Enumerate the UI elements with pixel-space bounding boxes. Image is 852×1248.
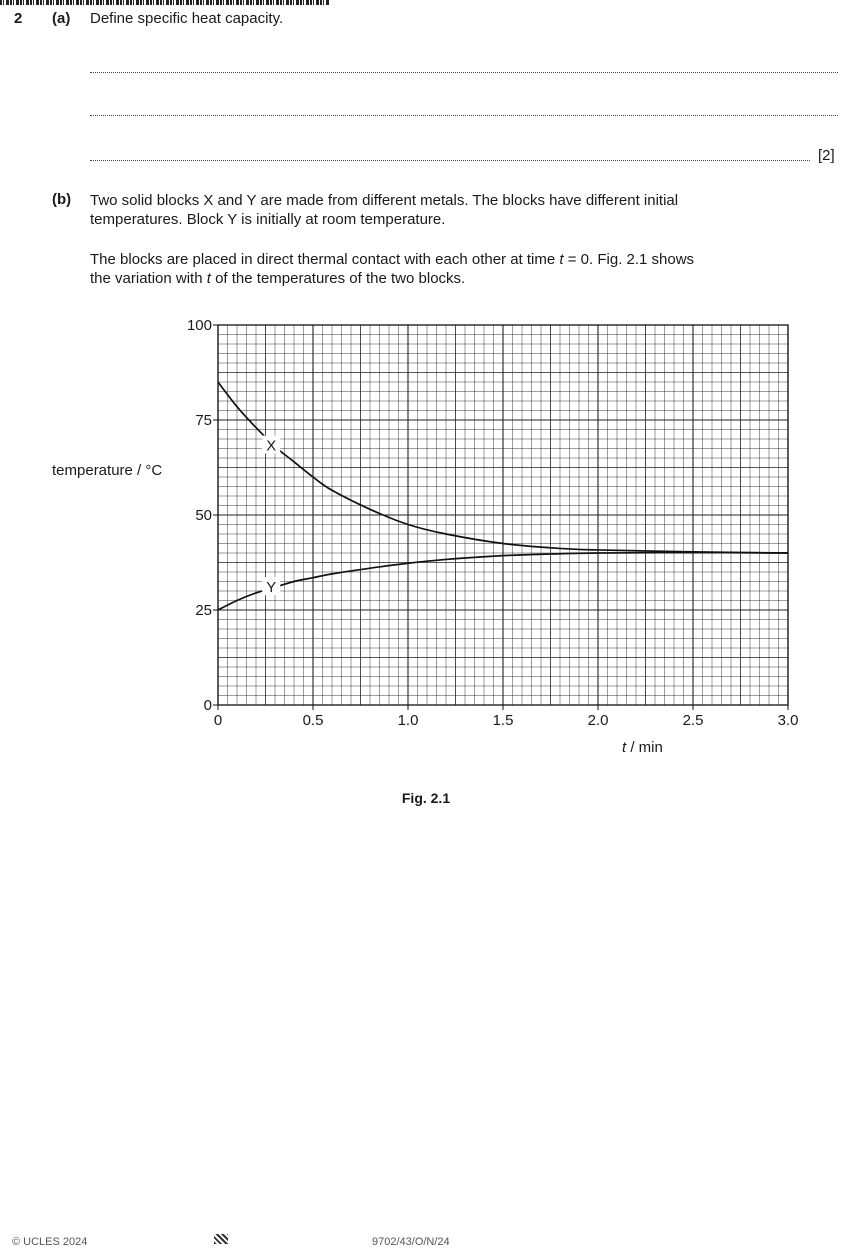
chart-axes	[213, 325, 788, 710]
y-tick-label: 75	[195, 412, 212, 429]
x-tick-label: 2.5	[682, 712, 704, 729]
x-tick-label: 0.5	[302, 712, 324, 729]
figure-caption: Fig. 2.1	[401, 790, 451, 806]
series-label-y: Y	[266, 579, 277, 597]
barcode-strip	[0, 0, 330, 5]
part-b-text-line-2: temperatures. Block Y is initially at room temperature.	[90, 211, 446, 228]
part-a-label: (a)	[52, 10, 71, 27]
x-tick-label: 1.5	[492, 712, 514, 729]
question-number: 2	[14, 10, 23, 27]
part-a-question: Define specific heat capacity.	[90, 10, 284, 27]
answer-line-3[interactable]	[90, 160, 810, 161]
x-axis-label: t / min	[622, 739, 663, 756]
answer-line-1[interactable]	[90, 72, 838, 73]
footer-paper-code: 9702/43/O/N/24	[372, 1236, 450, 1248]
y-axis-label: temperature / °C	[52, 462, 163, 479]
series-label-x: X	[266, 437, 277, 455]
part-b-text-line-4: the variation with t of the temperatures of the two blocks.	[90, 270, 466, 287]
chart-labels	[52, 317, 798, 756]
y-tick-label: 50	[195, 507, 212, 524]
y-tick-label: 100	[186, 317, 212, 334]
chart-grid	[218, 325, 788, 705]
x-tick-label: 1.0	[397, 712, 419, 729]
y-tick-label: 25	[195, 602, 212, 619]
x-tick-label: 3.0	[777, 712, 799, 729]
y-tick-label: 0	[203, 697, 212, 714]
x-tick-label: 2.0	[587, 712, 609, 729]
part-a-marks: [2]	[818, 147, 835, 164]
answer-line-2[interactable]	[90, 115, 838, 116]
part-b-text-line-3: The blocks are placed in direct thermal contact with each other at time t = 0. Fig. 2.1 shows	[90, 251, 695, 268]
part-b-label: (b)	[52, 191, 72, 208]
qr-code-icon	[214, 1234, 228, 1244]
temperature-time-chart	[0, 300, 852, 780]
x-tick-label: 0	[213, 712, 223, 729]
footer-copyright: © UCLES 2024	[12, 1236, 88, 1248]
part-b-text-line-1: Two solid blocks X and Y are made from different metals. The blocks have different initial	[90, 192, 679, 209]
